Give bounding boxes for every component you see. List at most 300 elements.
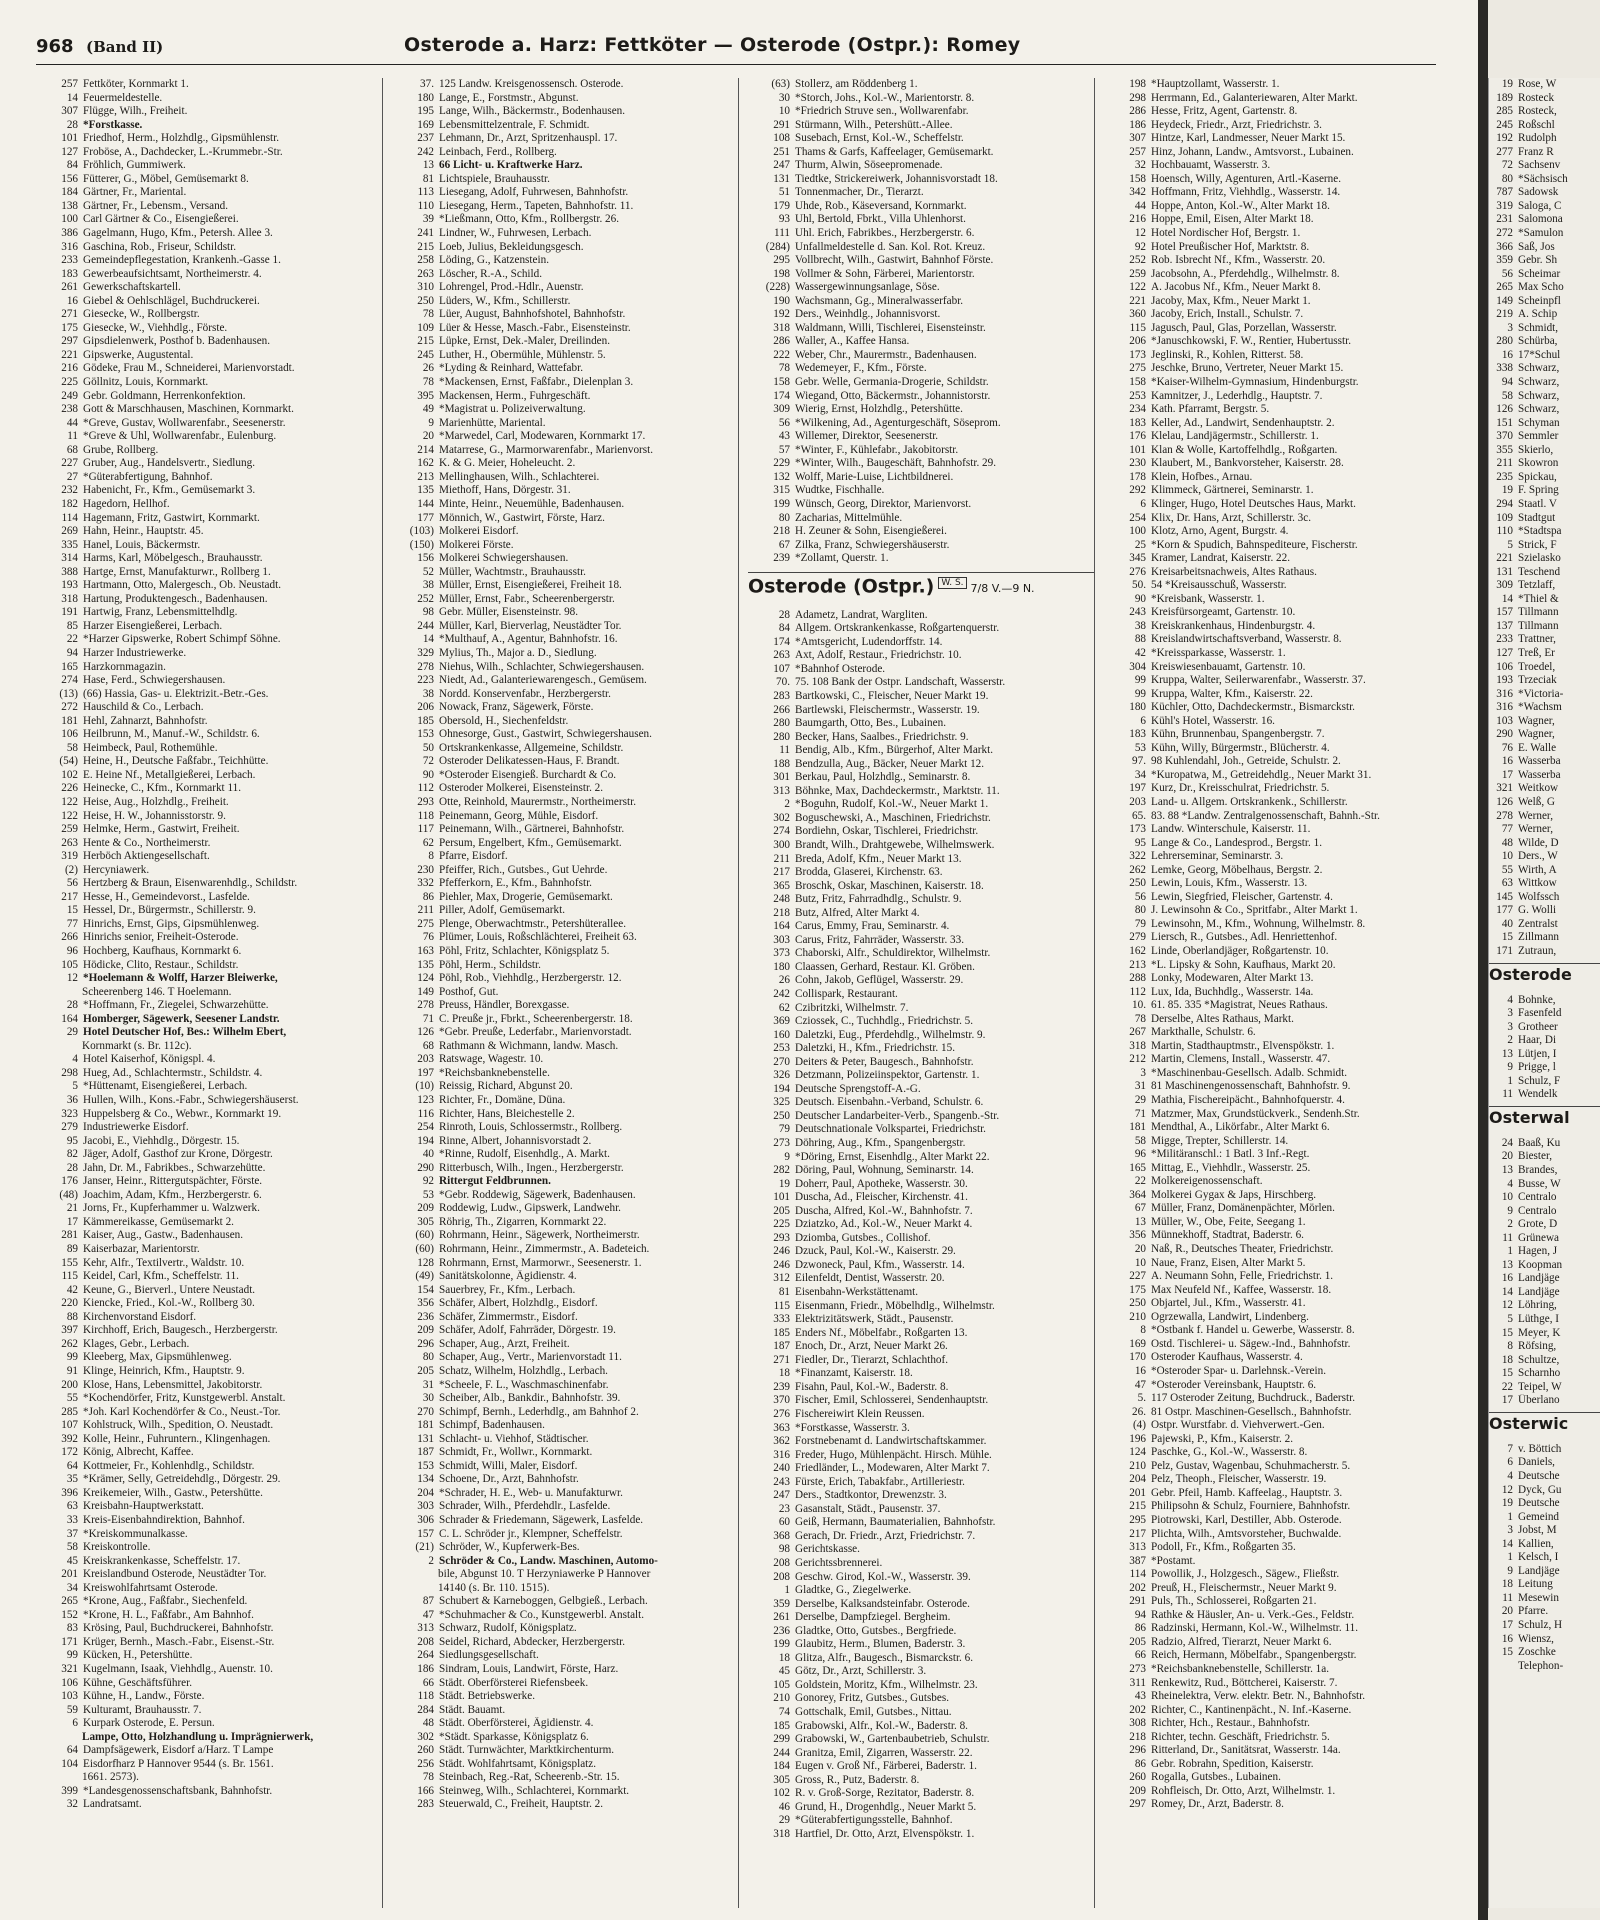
- subscriber-text: Eilenfeldt, Dentist, Wasserstr. 20.: [795, 1272, 945, 1285]
- phone-number: 106: [61, 728, 78, 741]
- phone-number: 243: [773, 1475, 790, 1488]
- phone-number: 50: [422, 741, 434, 754]
- phone-number: 392: [61, 1432, 78, 1445]
- subscriber-text: E. Heine Nf., Metallgießerei, Lerbach.: [83, 768, 256, 781]
- phone-number: 278: [417, 999, 434, 1012]
- phone-number: 156: [61, 172, 78, 185]
- listing-entry: [748, 1611, 1094, 1625]
- listing-entry: [392, 1080, 738, 1094]
- subscriber-text: Kaiser, Aug., Gastw., Badenhausen.: [83, 1229, 244, 1242]
- subscriber-text: Müller, Karl, Bierverlag, Neustädter Tor.: [439, 619, 622, 632]
- phone-number: 49: [422, 403, 434, 416]
- phone-number: 188: [773, 757, 790, 770]
- phone-number: 15: [66, 904, 78, 917]
- subscriber-text: *Hoffmann, Fr., Ziegelei, Schwarzehütte.: [83, 999, 269, 1012]
- subscriber-text: Rosteck,: [1518, 105, 1557, 118]
- phone-number: 359: [1496, 254, 1513, 267]
- listing-entry: [392, 1649, 738, 1663]
- subscriber-text: *Gebr. Preuße, Lederfabr., Marienvorstadt.: [439, 1026, 632, 1039]
- subscriber-text: Kulturamt, Brauhausstr. 7.: [83, 1703, 202, 1716]
- phone-number: 11: [67, 430, 78, 443]
- subscriber-text: Zoschke: [1518, 1646, 1556, 1659]
- listing-entry: [392, 132, 738, 146]
- phone-number: (10): [415, 1080, 434, 1093]
- subscriber-text: Hinrichs senior, Freiheit-Osterode.: [83, 931, 239, 944]
- listing-entry: [36, 688, 382, 702]
- phone-number: 90: [422, 768, 434, 781]
- listing-entry: [1104, 471, 1450, 485]
- listing-entry: [392, 1704, 738, 1718]
- phone-number: 43: [778, 430, 790, 443]
- phone-number: [1489, 1660, 1518, 1674]
- phone-number: 55: [1501, 863, 1513, 876]
- phone-number: 260: [417, 1744, 434, 1757]
- subscriber-text: *Friedrich Struve sen., Wollwarenfabr.: [795, 105, 969, 118]
- phone-number: 19: [1501, 1497, 1513, 1510]
- phone-number: 15: [1501, 1646, 1513, 1659]
- phone-number: 94: [1134, 1608, 1146, 1621]
- subscriber-text: Lange, E., Forstmstr., Abgunst.: [439, 91, 579, 104]
- subscriber-text: *Krone, H. L., Faßfabr., Am Bahnhof.: [83, 1608, 254, 1621]
- subscriber-text: 75. 108 Bank der Ostpr. Landschaft, Wasserstr.: [795, 676, 1006, 689]
- listing-entry: [1489, 1605, 1600, 1619]
- phone-number: 180: [1129, 701, 1146, 714]
- listing-entry: [392, 484, 738, 498]
- subscriber-text: Pöhl, Rob., Viehhdlg., Herzbergerstr. 12.: [439, 972, 622, 985]
- subscriber-text: Collispark, Restaurant.: [795, 988, 898, 1000]
- listing-entry: [748, 484, 1094, 498]
- listing-entry: [392, 444, 738, 458]
- subscriber-text: Kallien,: [1518, 1537, 1554, 1550]
- listing-entry: [36, 1284, 382, 1298]
- listing-entry: [1104, 1121, 1450, 1135]
- subscriber-text: Podoll, Fr., Kfm., Roßgarten 35.: [1151, 1541, 1296, 1554]
- subscriber-text: *Magistrat u. Polizeiverwaltung.: [439, 403, 586, 416]
- listing-entry: [748, 961, 1094, 975]
- listing-entry: [392, 1460, 738, 1474]
- listing-entry: [1489, 146, 1600, 160]
- listing-entry: [392, 810, 738, 824]
- subscriber-text: Richter, Hans, Bleichestelle 2.: [439, 1107, 575, 1120]
- subscriber-text: Baaß, Ku: [1518, 1136, 1561, 1149]
- subscriber-text: *Kaiser-Wilhelm-Gymnasium, Hindenburgstr.: [1151, 376, 1359, 389]
- listing-entry: [392, 362, 738, 376]
- subscriber-text: Hartge, Ernst, Manufakturwr., Rollberg 1.: [83, 565, 271, 578]
- subscriber-text: Kreiskontrolle.: [83, 1541, 151, 1554]
- subscriber-text: Helmke, Herm., Gastwirt, Freiheit.: [83, 823, 240, 836]
- phone-number: 261: [773, 1611, 790, 1624]
- subscriber-text: *Wachsm: [1518, 701, 1562, 714]
- listing-entry: [1489, 78, 1600, 92]
- subscriber-text: *Kuropatwa, M., Getreidehdlg., Neuer Markt 31.: [1151, 768, 1372, 781]
- phone-number: 217: [773, 866, 790, 879]
- subscriber-text: *Stadtspa: [1518, 525, 1562, 538]
- phone-number: 95: [66, 1134, 78, 1147]
- phone-number: 298: [1129, 91, 1146, 104]
- subscriber-text: Hotel Deutscher Hof, Bes.: Wilhelm Ebert,: [83, 1026, 287, 1039]
- phone-number: 160: [773, 1028, 790, 1041]
- listing-entry: [392, 1392, 738, 1406]
- subscriber-text: Gerichtssbrennerei.: [795, 1556, 883, 1569]
- subscriber-text: Centralo: [1518, 1191, 1557, 1204]
- phone-number: 263: [773, 649, 790, 662]
- listing-entry: [1104, 1175, 1450, 1189]
- phone-number: 273: [773, 1137, 790, 1150]
- subscriber-text: Lindner, W., Fuhrwesen, Lerbach.: [439, 227, 592, 240]
- listing-entry: [748, 159, 1094, 173]
- listing-entry: [1489, 633, 1600, 647]
- listing-entry: [1104, 1270, 1450, 1284]
- listing-entry: [392, 119, 738, 133]
- phone-number: 163: [417, 945, 434, 957]
- subscriber-text: Skierlo,: [1518, 443, 1554, 456]
- section-title: Osterode (Ostpr.): [748, 575, 935, 598]
- phone-number: 6: [72, 1717, 78, 1730]
- listing-entry: [1489, 268, 1600, 282]
- subscriber-text: Jäger, Adolf, Gasthof zur Krone, Dörgestr.: [83, 1148, 273, 1161]
- phone-number: 184: [61, 186, 78, 199]
- listing-entry: [1489, 593, 1600, 607]
- phone-number: 298: [61, 1066, 78, 1079]
- phone-number: 227: [1129, 1270, 1146, 1283]
- phone-number: (228): [765, 281, 790, 294]
- phone-number: 181: [417, 1419, 434, 1432]
- listing-entry: [1489, 417, 1600, 431]
- listing-entry: [748, 947, 1094, 961]
- phone-number: 4: [1507, 993, 1513, 1006]
- phone-number: 356: [1129, 1229, 1146, 1242]
- listing-entry: [392, 1216, 738, 1230]
- subscriber-text: Gebr. Pfeil, Hamb. Kaffeelag., Hauptstr. 3.: [1151, 1486, 1343, 1499]
- listing-entry: [36, 1636, 382, 1650]
- phone-number: 85: [66, 619, 78, 632]
- listing-entry: [748, 417, 1094, 431]
- phone-number: (4): [1132, 1419, 1146, 1432]
- phone-number: 281: [61, 1229, 78, 1242]
- subscriber-text: 98 Kuhlendahl, Joh., Getreide, Schulstr. 2.: [1151, 755, 1341, 768]
- phone-number: 204: [1129, 1473, 1146, 1486]
- listing-entry: [392, 877, 738, 891]
- phone-number: 221: [61, 348, 78, 361]
- listing-entry: [1104, 579, 1450, 593]
- phone-number: 82: [66, 1148, 78, 1161]
- subscriber-text: Gebr. Goldmann, Herrenkonfektion.: [83, 389, 246, 402]
- listing-entry: [36, 1473, 382, 1487]
- phone-number: 80: [1134, 904, 1146, 917]
- listing-entry: [1489, 227, 1600, 241]
- listing-entry: [748, 1110, 1094, 1124]
- subscriber-text: Hintze, Karl, Landmesser, Neuer Markt 15.: [1151, 132, 1346, 145]
- listing-entry: [748, 1489, 1094, 1503]
- listing-entry: [36, 1311, 382, 1325]
- subscriber-text: Zacharias, Mittelmühle.: [795, 511, 903, 524]
- subscriber-text: Dziatzko, Ad., Kol.-W., Neuer Markt 4.: [795, 1218, 973, 1231]
- phone-number: 365: [773, 879, 790, 892]
- subscriber-text: Kreis-Eisenbahndirektion, Bahnhof.: [83, 1513, 245, 1526]
- phone-number: 3: [1140, 1066, 1146, 1079]
- subscriber-text: Schrader, Wilh., Pferdehdlr., Lasfelde.: [439, 1500, 611, 1513]
- listing-entry: [1104, 606, 1450, 620]
- phone-number: 269: [61, 525, 78, 538]
- listing-entry: [1104, 146, 1450, 160]
- subscriber-text: Wolfssch: [1518, 890, 1560, 903]
- subscriber-text: 54 *Kreisausschuß, Wasserstr.: [1151, 579, 1287, 592]
- listing-entry: [392, 1473, 738, 1487]
- phone-number: 203: [417, 1053, 434, 1066]
- listing-entry: [1489, 1443, 1600, 1457]
- subscriber-text: Kiencke, Fried., Kol.-W., Rollberg 30.: [83, 1297, 255, 1310]
- listing-entry: [748, 335, 1094, 349]
- subscriber-text: Heine, H., Deutsche Faßfabr., Teichhütte.: [83, 755, 269, 768]
- phone-number: 43: [1134, 1690, 1146, 1703]
- subscriber-text: Lewinsohn, M., Kfm., Wohnung, Wilhelmstr. 8.: [1151, 917, 1366, 930]
- phone-number: 32: [66, 1798, 78, 1811]
- listing-entry: [36, 742, 382, 756]
- phone-number: 261: [61, 281, 78, 294]
- phone-number: 316: [1496, 701, 1513, 714]
- subscriber-text: Lonky, Modewaren, Alter Markt 13.: [1151, 972, 1314, 985]
- phone-number: 153: [417, 728, 434, 741]
- phone-number: 118: [417, 809, 434, 822]
- listing-entry: [392, 1243, 738, 1257]
- listing-entry: [392, 1622, 738, 1636]
- subscriber-text: Schimpf, Badenhausen.: [439, 1419, 545, 1432]
- listing-entry: [392, 200, 738, 214]
- listing-entry: [392, 701, 738, 715]
- listing-entry: [392, 1731, 738, 1745]
- subscriber-text: (66) Hassia, Gas- u. Elektrizit.-Betr.-Ges.: [83, 687, 269, 700]
- subscriber-text: Kühl's Hotel, Wasserstr. 16.: [1151, 714, 1275, 727]
- listing-entry: [1104, 1582, 1450, 1596]
- listing-entry: [36, 620, 382, 634]
- phone-number: 88: [66, 1310, 78, 1323]
- listing-entry: [392, 1284, 738, 1298]
- phone-number: 369: [773, 1015, 790, 1028]
- listing-entry: [36, 1351, 382, 1365]
- subscriber-text: Fasenfeld: [1518, 1007, 1562, 1020]
- page-gutter: [1478, 0, 1488, 1920]
- listing-entry: [36, 1649, 382, 1663]
- listing-entry: [36, 1690, 382, 1704]
- subscriber-text: Pöhl, Fritz, Schlachter, Königsplatz 5.: [439, 945, 610, 957]
- phone-number: 30: [778, 91, 790, 104]
- listing-entry: [36, 1717, 382, 1731]
- phone-number: 20: [1134, 1243, 1146, 1256]
- listing-entry: [392, 241, 738, 255]
- phone-number: 250: [1129, 1297, 1146, 1310]
- subscriber-text: Glaubitz, Herm., Blumen, Baderstr. 3.: [795, 1638, 966, 1651]
- subscriber-text: Hoensch, Willy, Agenturen, Artl.-Kaserne.: [1151, 172, 1341, 185]
- listing-entry: [748, 471, 1094, 485]
- listing-entry: [1489, 444, 1600, 458]
- phone-number: 262: [61, 1337, 78, 1350]
- subscriber-text: Kath. Pfarramt, Bergstr. 5.: [1151, 403, 1270, 416]
- phone-number: 5: [1507, 538, 1513, 551]
- phone-number: 169: [417, 118, 434, 131]
- subscriber-text: *Korn & Spudich, Bahnspediteure, Fischerstr.: [1151, 538, 1358, 551]
- phone-number: 158: [1129, 172, 1146, 185]
- listing-entry: [1489, 119, 1600, 133]
- subscriber-text: Hesse, H., Gemeindevorst., Lasfelde.: [83, 890, 250, 903]
- listing-entry: [1489, 376, 1600, 390]
- phone-number: 101: [61, 132, 78, 145]
- listing-entry: [748, 1733, 1094, 1747]
- subscriber-text: Wedemeyer, F., Kfm., Förste.: [795, 362, 927, 375]
- listing-entry: [1489, 1497, 1600, 1511]
- phone-number: 193: [1496, 674, 1513, 687]
- listing-entry: [392, 335, 738, 349]
- phone-number: 45: [66, 1554, 78, 1567]
- phone-number: 312: [773, 1272, 790, 1285]
- subscriber-text: Broschk, Oskar, Maschinen, Kaiserstr. 18.: [795, 879, 984, 892]
- listing-entry: [748, 1557, 1094, 1571]
- listing-entry: [36, 146, 382, 160]
- phone-number: 65.: [1132, 809, 1146, 822]
- phone-number: 259: [1129, 267, 1146, 280]
- phone-number: 24: [1501, 1136, 1513, 1149]
- listing-entry: [392, 1555, 738, 1569]
- listing-entry: [1104, 1744, 1450, 1758]
- phone-number: 225: [61, 376, 78, 389]
- subscriber-text: Löhring,: [1518, 1299, 1557, 1312]
- listing-entry: [1104, 593, 1450, 607]
- listing-entry: [748, 988, 1094, 1002]
- phone-number: 308: [1129, 1717, 1146, 1730]
- phone-number: 70.: [776, 676, 790, 689]
- listing-entry: [1489, 498, 1600, 512]
- subscriber-text: Dziomba, Gutsbes., Collishof.: [795, 1231, 931, 1244]
- phone-number: 276: [1129, 565, 1146, 578]
- subscriber-text: *Kreiskommunalkasse.: [83, 1527, 188, 1540]
- phone-number: 318: [1129, 1039, 1146, 1052]
- listing-entry: [1489, 1164, 1600, 1178]
- phone-number: 326: [773, 1069, 790, 1082]
- phone-number: 67: [1134, 1202, 1146, 1215]
- listing-entry: [392, 1595, 738, 1609]
- listing-entry: [1489, 904, 1600, 918]
- listing-entry: [1489, 362, 1600, 376]
- listing-entry: [36, 227, 382, 241]
- listing-entry: [392, 1053, 738, 1067]
- subscriber-text: 14140 (s. Br. 110. 1515).: [438, 1581, 550, 1594]
- phone-number: 3: [1507, 321, 1513, 334]
- listing-entry: [36, 1392, 382, 1406]
- subscriber-text: Klelau, Landjägermstr., Schillerstr. 1.: [1151, 430, 1319, 443]
- listing-entry: [1489, 674, 1600, 688]
- subscriber-text: Harms, Karl, Möbelgesch., Brauhausstr.: [83, 552, 263, 565]
- phone-number: 364: [1129, 1188, 1146, 1201]
- subscriber-text: Centralo: [1518, 1204, 1557, 1217]
- listing-entry: [748, 1706, 1094, 1720]
- phone-number: 180: [417, 91, 434, 104]
- listing-entry: [36, 1094, 382, 1108]
- phone-number: 78: [422, 376, 434, 389]
- phone-number: 185: [773, 1719, 790, 1732]
- listing-entry: [1104, 362, 1450, 376]
- subscriber-text: Müller, W., Obe, Feite, Seegang 1.: [1151, 1215, 1306, 1228]
- listing-entry: [392, 1487, 738, 1501]
- phone-number: 59: [66, 1703, 78, 1716]
- listing-entry: [392, 1257, 738, 1271]
- listing-entry: [36, 1013, 382, 1027]
- subscriber-text: Richter, Hch., Restaur., Bahnhofstr.: [1151, 1717, 1310, 1730]
- listing-entry: [1489, 850, 1600, 864]
- listing-entry: [1489, 173, 1600, 187]
- phone-number: 17: [66, 1215, 78, 1228]
- subscriber-text: Habenicht, Fr., Kfm., Gemüsemarkt 3.: [83, 484, 256, 497]
- subscriber-text: Mylius, Th., Major a. D., Siedlung.: [439, 646, 597, 659]
- listing-entry: [748, 430, 1094, 444]
- listing-entry: [36, 78, 382, 92]
- phone-number: 3: [1507, 1524, 1513, 1537]
- phone-number: 28: [778, 608, 790, 621]
- listing-entry: [748, 1801, 1094, 1815]
- listing-entry: [36, 1744, 382, 1758]
- phone-number: 19: [1501, 78, 1513, 90]
- phone-number: 242: [773, 988, 790, 1000]
- listing-entry: [36, 1798, 382, 1812]
- phone-number: 162: [1129, 945, 1146, 957]
- subscriber-text: Schubert & Karneboggen, Gelbgieß., Lerbach.: [439, 1595, 648, 1608]
- phone-number: 114: [61, 511, 78, 524]
- phone-number: 233: [1496, 633, 1513, 646]
- phone-number: 203: [1129, 795, 1146, 808]
- listing-entry: [1104, 1135, 1450, 1149]
- subscriber-text: Klix, Dr. Hans, Arzt, Schillerstr. 3c.: [1151, 511, 1312, 524]
- listing-entry: [392, 606, 738, 620]
- phone-number: 290: [1496, 728, 1513, 741]
- subscriber-text: E. Walle: [1518, 741, 1557, 754]
- subscriber-text: Piehler, Max, Drogerie, Gemüsemarkt.: [439, 890, 613, 903]
- listing-entry: [1489, 335, 1600, 349]
- listing-entry: [748, 552, 1094, 566]
- subscriber-text: Gewerbeaufsichtsamt, Northeimerstr. 4.: [83, 267, 262, 280]
- listing-entry: [1489, 1381, 1600, 1395]
- phone-number: 297: [61, 335, 78, 348]
- listing-entry: [1489, 1150, 1600, 1164]
- listing-entry: [392, 1026, 738, 1040]
- phone-number: 247: [773, 159, 790, 172]
- phone-number: 319: [61, 850, 78, 863]
- listing-entry: [392, 1419, 738, 1433]
- subscriber-text: Fettköter, Kornmarkt 1.: [83, 78, 189, 90]
- phone-number: 370: [1496, 430, 1513, 443]
- listing-entry: [1489, 1660, 1600, 1674]
- subscriber-text: v. Böttich: [1518, 1442, 1562, 1455]
- subscriber-text: Feuermeldestelle.: [83, 91, 163, 104]
- subscriber-text: Deutsche Sprengstoff-A.-G.: [795, 1082, 921, 1095]
- listing-entry: [36, 268, 382, 282]
- phone-number: 132: [773, 470, 790, 483]
- subscriber-text: Daletzki, Eug., Pferdehdlg., Wilhelmstr. 9.: [795, 1028, 986, 1041]
- subscriber-text: Wachsmann, Gg., Mineralwasserfabr.: [795, 294, 964, 307]
- phone-number: 101: [1129, 443, 1146, 456]
- subscriber-text: *Zollamt, Querstr. 1.: [795, 552, 889, 565]
- subscriber-text: Steinbach, Reg.-Rat, Scheerenb.-Str. 15.: [439, 1771, 620, 1784]
- subscriber-text: Scheiber, Alb., Bankdir., Bahnhofstr. 39.: [439, 1392, 621, 1405]
- subscriber-text: Hotel Nordischer Hof, Bergstr. 1.: [1151, 227, 1301, 240]
- subscriber-text: Schaper, Aug., Vertr., Marienvorstadt 11.: [439, 1351, 622, 1364]
- listing-entry: [1489, 105, 1600, 119]
- phone-number: 176: [61, 1175, 78, 1188]
- listing-entry: [1104, 295, 1450, 309]
- phone-number: 46: [778, 1800, 790, 1813]
- phone-number: 157: [1496, 606, 1513, 619]
- subscriber-text: Pfarre, Eisdorf.: [439, 850, 508, 863]
- listing-entry: [36, 1243, 382, 1257]
- phone-number: 106: [1496, 660, 1513, 673]
- subscriber-text: Bohnke,: [1518, 993, 1556, 1006]
